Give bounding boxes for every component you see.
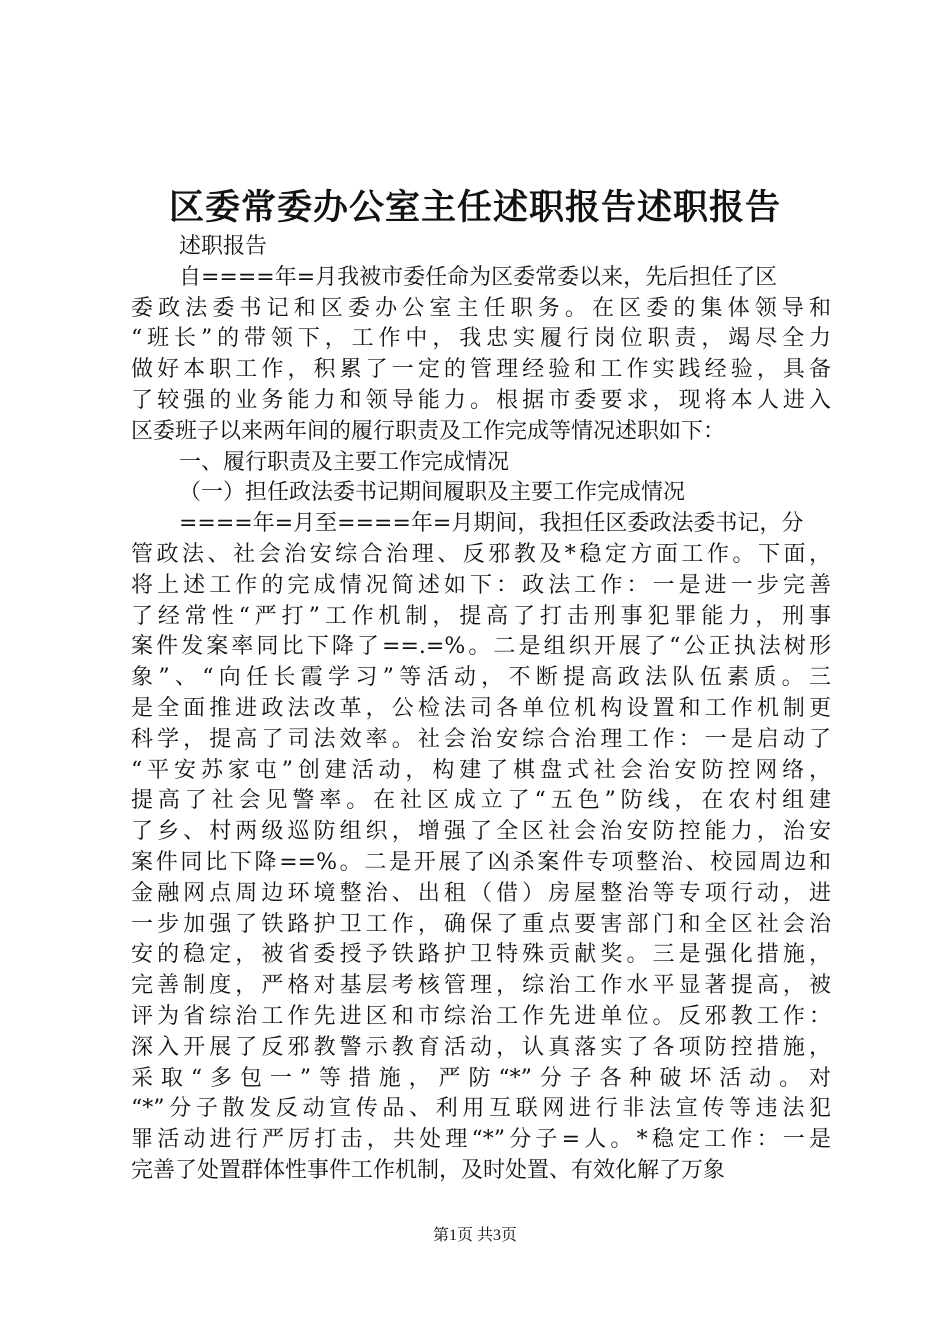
paragraph-line: 案件发案率同比下降了==.=%。二是组织开展了“公正执法树形 [131, 634, 831, 660]
section-label: 述职报告 [179, 234, 268, 259]
paragraph-line: 管政法、社会治安综合治理、反邪教及*稳定方面工作。下面， [131, 541, 831, 567]
paragraph-line: “*”分子散发反动宣传品、利用互联网进行非法宣传等违法犯 [131, 1096, 831, 1122]
paragraph-line: 一步加强了铁路护卫工作，确保了重点要害部门和全区社会治 [131, 911, 831, 937]
paragraph-line: 安的稳定，被省委授予铁路护卫特殊贡献奖。三是强化措施， [131, 942, 831, 968]
paragraph-line: 提高了社会见警率。在社区成立了“五色”防线，在农村组建 [131, 788, 831, 814]
document-title: 区委常委办公室主任述职报告述职报告 [168, 187, 781, 228]
document-body [131, 232, 831, 1187]
paragraph-line: 了乡、村两级巡防组织，增强了全区社会治安防控能力，治安 [131, 819, 831, 845]
paragraph-line: 完善了处置群体性事件工作机制，及时处置、有效化解了万象 [131, 1157, 726, 1183]
paragraph-line: 科学，提高了司法效率。社会治安综合治理工作：一是启动了 [131, 726, 831, 752]
paragraph-line: 自====年=月我被市委任命为区委常委以来，先后担任了区 [179, 264, 778, 290]
paragraph-line: 案件同比下降==%。二是开展了凶杀案件专项整治、校园周边和 [131, 849, 831, 875]
paragraph-line: 委政法委书记和区委办公室主任职务。在区委的集体领导和 [131, 295, 831, 321]
paragraph-line: “平安苏家屯”创建活动，构建了棋盘式社会治安防控网络， [131, 757, 831, 783]
paragraph-line: 完善制度，严格对基层考核管理，综治工作水平显著提高，被 [131, 973, 831, 999]
paragraph-line: 采取“多包一”等措施，严防“*”分子各种破坏活动。对 [131, 1065, 831, 1091]
paragraph-line: 评为省综治工作先进区和市综治工作先进单位。反邪教工作： [131, 1003, 831, 1029]
section-heading: 一、履行职责及主要工作完成情况 [179, 449, 510, 475]
paragraph-line: “班长”的带领下，工作中，我忠实履行岗位职责，竭尽全力 [131, 326, 831, 352]
paragraph-line: 是全面推进政法改革，公检法司各单位机构设置和工作机制更 [131, 695, 831, 721]
paragraph-line: 区委班子以来两年间的履行职责及工作完成等情况述职如下： [131, 418, 726, 444]
paragraph-line: ====年=月至====年=月期间，我担任区委政法委书记，分 [179, 511, 804, 537]
paragraph-line: 金融网点周边环境整治、出租（借）房屋整治等专项行动，进 [131, 880, 831, 906]
paragraph-line: 将上述工作的完成情况简述如下：政法工作：一是进一步完善 [131, 572, 831, 598]
section-heading: （一）担任政法委书记期间履职及主要工作完成情况 [179, 480, 686, 506]
page-number: 第1页 共3页 [432, 1227, 517, 1244]
paragraph-line: 深入开展了反邪教警示教育活动，认真落实了各项防控措施， [131, 1034, 831, 1060]
paragraph-line: 象”、“向任长霞学习”等活动，不断提高政法队伍素质。三 [131, 665, 831, 691]
paragraph-line: 罪活动进行严厉打击，共处理“*”分子=人。*稳定工作：一是 [131, 1127, 831, 1153]
paragraph-line: 了较强的业务能力和领导能力。根据市委要求，现将本人进入 [131, 387, 831, 413]
paragraph-line: 做好本职工作，积累了一定的管理经验和工作实践经验，具备 [131, 357, 831, 383]
paragraph-line: 了经常性“严打”工作机制，提高了打击刑事犯罪能力，刑事 [131, 603, 831, 629]
